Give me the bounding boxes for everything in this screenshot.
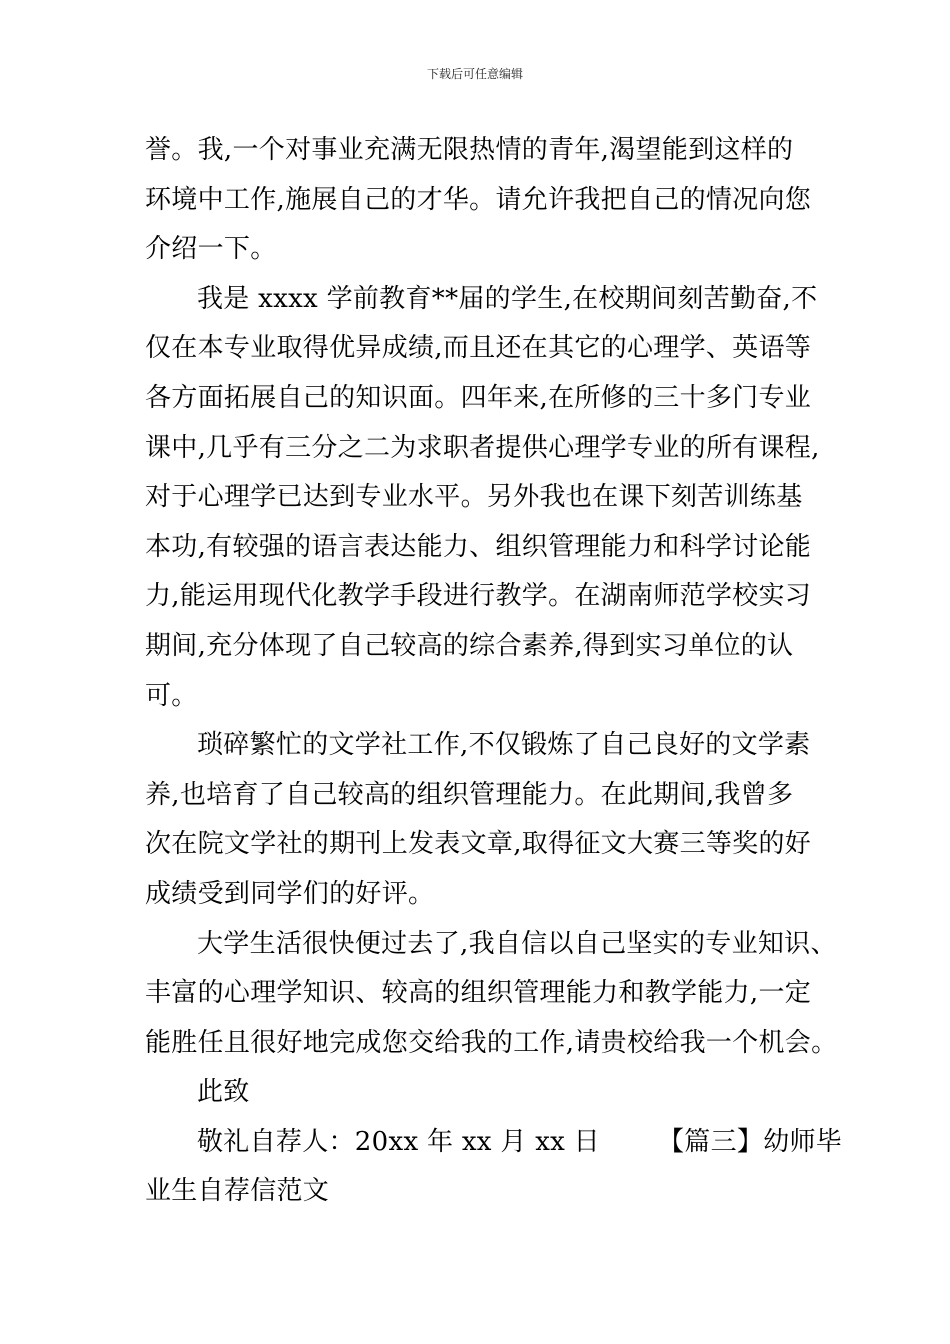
paragraph-3 [145,721,835,919]
next-section-title-continued: 业生自荐信范文 [145,1176,330,1207]
text-line: 次在院文学社的期刊上发表文章,取得征文大赛三等奖的好 [145,829,812,860]
text-line: 我是 xxxx 学前教育**届的学生,在校期间刻苦勤奋,不 [197,283,818,314]
paragraph-1 [145,126,835,275]
closing-line: 此致 [197,1077,250,1108]
text-line: 仅在本专业取得优异成绩,而且还在其它的心理学、英语等 [145,333,812,364]
text-line: 成绩受到同学们的好评。 [145,878,435,909]
document-body [145,126,843,1217]
text-line: 养,也培育了自己较高的组织管理能力。在此期间,我曾多 [145,779,794,810]
text-line: 课中,几乎有三分之二为求职者提供心理学专业的所有课程, [145,432,820,463]
text-line: 力,能运用现代化教学手段进行教学。在湖南师范学校实习 [145,581,812,612]
text-line: 能胜任且很好地完成您交给我的工作,请贵校给我一个机会。 [145,1027,838,1058]
text-line: 环境中工作,施展自己的才华。请允许我把自己的情况向您 [145,184,812,215]
signoff-text: 敬礼自荐人：20xx 年 xx 月 xx 日 [197,1126,600,1157]
text-line: 各方面拓展自己的知识面。四年来,在所修的三十多门专业 [145,382,812,413]
next-section-title: 【篇三】幼师毕 [658,1126,843,1157]
text-line: 期间,充分体现了自己较高的综合素养,得到实习单位的认 [145,630,794,661]
text-line: 大学生活很快便过去了,我自信以自己坚实的专业知识、 [197,928,837,959]
text-line: 丰富的心理学知识、较高的组织管理能力和教学能力,一定 [145,978,812,1009]
paragraph-2 [145,275,835,721]
text-line: 介绍一下。 [145,234,277,265]
text-line: 可。 [145,680,198,711]
paragraph-4 [145,920,838,1069]
text-line: 对于心理学已达到专业水平。另外我也在课下刻苦训练基 [145,482,803,513]
text-line: 誉。我,一个对事业充满无限热情的青年,渴望能到这样的 [145,135,794,165]
page-header: 下载后可任意编辑 [426,67,523,81]
signoff-line [145,1118,843,1168]
text-line: 本功,有较强的语言表达能力、组织管理能力和科学讨论能 [145,531,812,562]
text-line: 琐碎繁忙的文学社工作,不仅锻炼了自己良好的文学素 [197,730,811,761]
